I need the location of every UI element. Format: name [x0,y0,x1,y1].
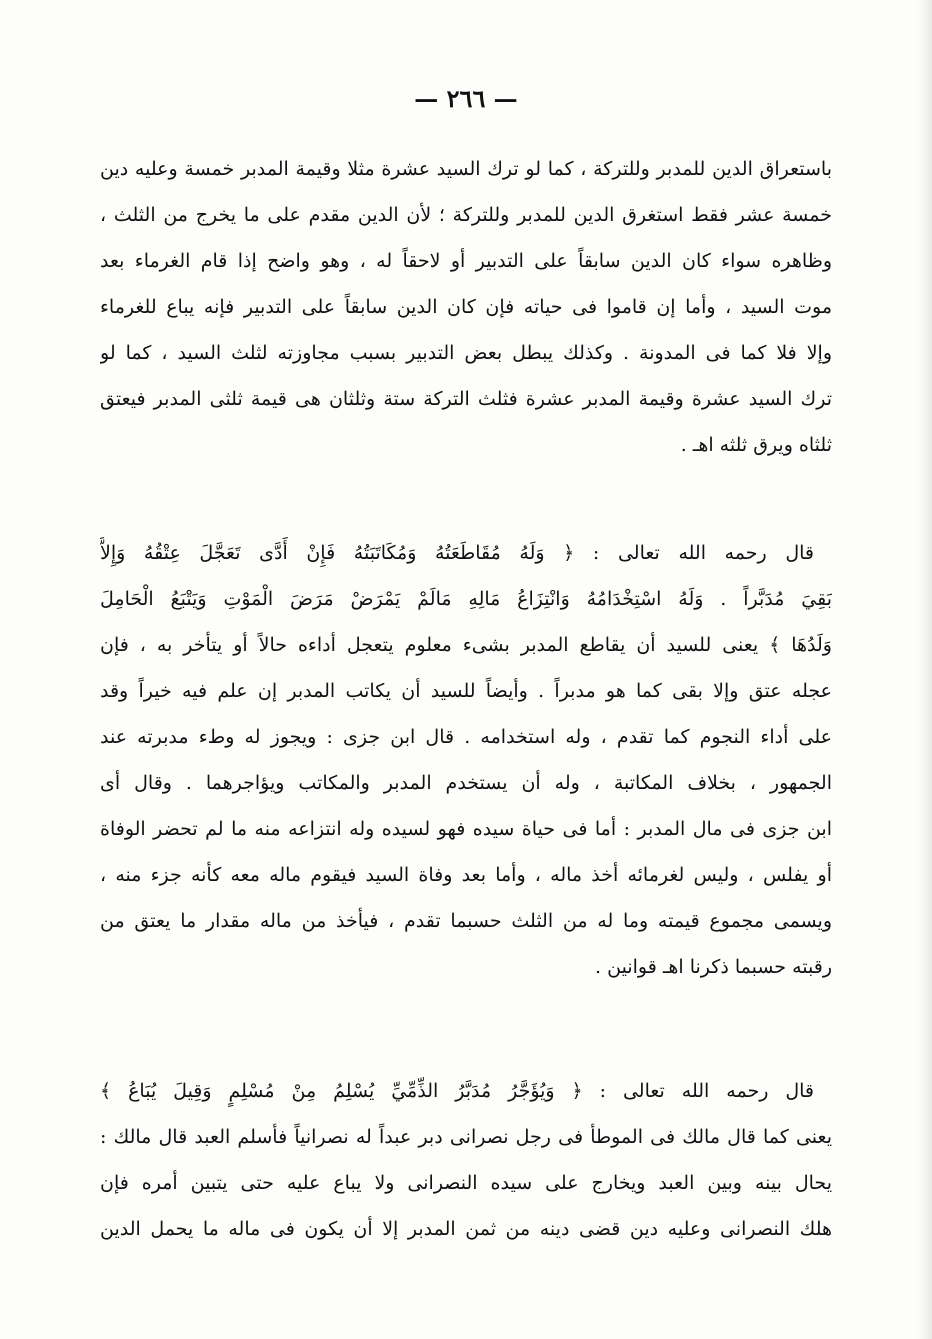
text-line: ترك السيد عشرة وقيمة المدبر عشرة فثلث التركة ستة وثلثان هى قيمة ثلثى المدبر فيعتق [100,388,832,410]
text-line: قال رحمه الله تعالى : ﴿ وَيُؤَجَّرُ مُدَبَّرُ الذِّمِّيِّ يُسْلِمُ مِنْ مُسْلِمٍ وَقِيلَ يُبَاعُ ﴾ [100,1080,814,1102]
text-line: ابن جزى فى مال المدبر : أما فى حياة سيده فهو لسيده وله انتزاعه منه ما لم تحضر الوفاة [100,818,832,840]
paragraph-2 [100,530,832,990]
paragraph-3 [100,1068,832,1252]
text-line: قال رحمه الله تعالى : ﴿ وَلَهُ مُقَاطَعَتُهُ وَمُكَاتَبَتُهُ فَإِنْ أَدَّى تَعَجَّلَ عِتْقُهُ وَإِلاَّ [100,542,814,564]
text-line: يحال بينه وبين العبد ويخارج على سيده النصرانى ولا يباع عليه حتى يتبين أمره فإن [100,1172,832,1194]
page-number: — ٢٦٦ — [414,84,518,113]
scan-edge-shadow [918,0,932,1339]
text-line: ويسمى مجموع قيمته وما له من الثلث حسبما تقدم ، فيأخذ من ماله مقدار ما يعتق من [100,910,832,932]
text-line: أو يفلس ، وليس لغرمائه أخذ ماله ، وأما بعد وفاة السيد فيقوم ماله معه كأنه جزء منه ، [100,864,832,886]
text-line: يعنى كما قال مالك فى الموطأ فى رجل نصرانى دبر عبداً له نصرانياً فأسلم العبد قال مالك : [100,1126,832,1148]
text-line: الجمهور ، بخلاف المكاتبة ، وله أن يستخدم المدبر والمكاتب ويؤاجرهما . وقال أى [100,772,832,794]
text-line: موت السيد ، وأما إن قاموا فى حياته فإن كان الدين سابقاً على التدبير فإنه يباع للغرماء [100,296,832,318]
text-line: باستعراق الدين للمدبر وللتركة ، كما لو ترك السيد عشرة مثلا وقيمة المدبر خمسة وعليه دين [100,158,832,180]
text-line: هلك النصرانى وعليه دين قضى دينه من ثمن المدبر إلا أن يكون فى ماله ما يحمل الدين [100,1218,832,1240]
text-line: خمسة عشر فقط استغرق الدين للمدبر وللتركة ؛ لأن الدين مقدم على ما يخرج من الثلث ، [100,204,832,226]
text-line: وَلَدُهَا ﴾ يعنى للسيد أن يقاطع المدبر بشىء معلوم يتعجل أداءه حالاً أو يتأخر به ، فإن [100,634,832,656]
text-line: رقبته حسبما ذكرنا اهـ قوانين . [595,956,832,978]
text-line: ثلثاه ويرق ثلثه اهـ . [680,434,832,456]
text-line: وإلا فلا كما فى المدونة . وكذلك يبطل بعض التدبير بسبب مجاوزته لثلث السيد ، كما لو [100,342,832,364]
text-line: عجله عتق وإلا بقى كما هو مدبراً . وأيضاً للسيد أن يكاتب المدبر إن علم فيه خيراً وقد [100,680,832,702]
paragraph-1 [100,146,832,468]
text-line: وظاهره سواء كان الدين سابقاً على التدبير أو لاحقاً له ، وهو واضح إذا قام الغرماء بعد [100,250,832,272]
text-line: بَقِيَ مُدَبَّراً . وَلَهُ اسْتِخْدَامُهُ وَانْتِزَاعُ مَالِهِ مَالَمْ يَمْرَضْ مَرَضَ الْمَوْتِ وَيَتْبَعُ الْحَامِلَ [100,588,832,610]
text-line: على أداء النجوم كما تقدم ، وله استخدامه . قال ابن جزى : ويجوز له وطء مدبرته عند [100,726,832,748]
